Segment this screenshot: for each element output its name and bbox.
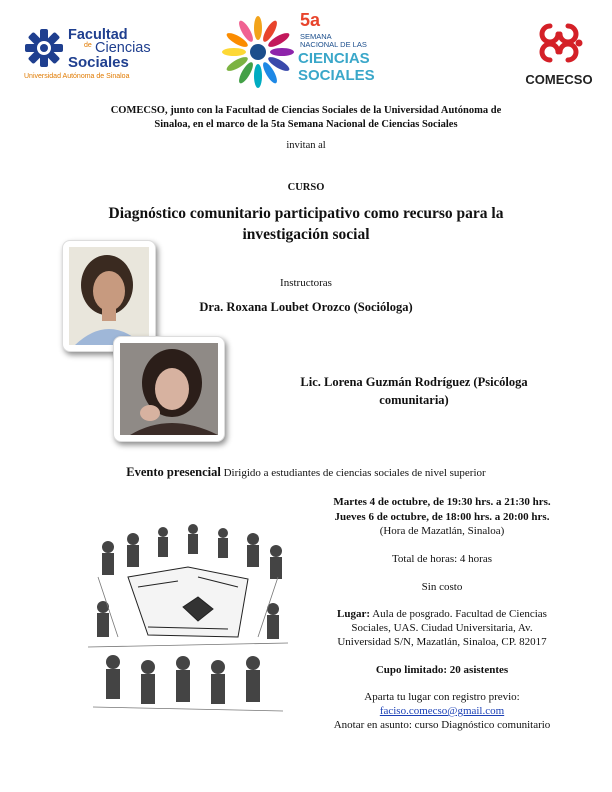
fcs-logo-university: Universidad Autónoma de Sinaloa <box>24 73 130 80</box>
comecso-wordmark: COMECSO <box>525 72 593 87</box>
date-2: Jueves 6 de octubre, de 18:00 hrs. a 20:00 hrs. <box>334 511 550 523</box>
event-line <box>0 465 612 480</box>
fcs-emblem-icon <box>24 28 64 68</box>
invitan-text: invitan al <box>286 140 326 151</box>
semana-line1: SEMANA <box>300 32 332 41</box>
portrait-1-image <box>69 247 149 345</box>
course-title-line2: investigación social <box>242 226 370 243</box>
place-line2: Sociales, UAS. Ciudad Universitaria, Av. <box>351 622 533 634</box>
register-text: Aparta tu lugar con registro previo: <box>364 691 520 703</box>
cost: Sin costo <box>421 581 463 593</box>
event-audience: Dirigido a estudiantes de ciencias sociales de nivel superior <box>223 467 486 479</box>
fcs-logo-word-sociales: Sociales <box>68 54 129 71</box>
instructors-label: Instructoras <box>280 277 332 289</box>
intro-line2: Sinaloa, en el marco de la 5ta Semana Nacional de Ciencias Sociales <box>154 119 458 130</box>
instructor-2-name-line2: comunitaria) <box>379 393 449 407</box>
place-line1 <box>300 608 584 620</box>
email-line <box>300 705 584 717</box>
event-type: Evento presencial <box>126 465 221 479</box>
capacity: Cupo limitado: 20 asistentes <box>375 664 509 676</box>
comecso-logo <box>518 16 600 92</box>
place-text1: Aula de posgrado. Facultad de Ciencias <box>372 608 547 620</box>
semana-line4: SOCIALES <box>298 67 375 84</box>
place-label: Lugar: <box>337 608 371 620</box>
total-hours: Total de horas: 4 horas <box>391 553 493 565</box>
semana-burst-icon <box>218 8 296 92</box>
date-1: Martes 4 de octubre, de 19:30 hrs. a 21:30 hrs. <box>333 496 551 508</box>
subject-note: Anotar en asunto: curso Diagnóstico comunitario <box>333 719 551 731</box>
fcs-logo-word-ciencias: Ciencias <box>95 40 151 56</box>
course-title-line1: Diagnóstico comunitario participativo como recurso para la <box>108 205 504 222</box>
semana-nacional-logo <box>218 8 393 92</box>
email-link[interactable]: faciso.comecso@gmail.com <box>379 705 505 717</box>
instructor-2-name-line1: Lic. Lorena Guzmán Rodríguez (Psicóloga <box>300 375 528 389</box>
semana-number: 5a <box>300 10 321 30</box>
semana-line2: NACIONAL DE LAS <box>300 40 367 49</box>
comecso-mark-icon <box>532 16 586 70</box>
intro-line1: COMECSO, junto con la Facultad de Ciencias Sociales de la Universidad Autónoma de <box>110 105 502 116</box>
fcs-logo-word-facultad: Facultad <box>68 27 128 43</box>
semana-line3: CIENCIAS <box>298 50 370 67</box>
instructor-1-name: Dra. Roxana Loubet Orozco (Socióloga) <box>199 300 413 314</box>
crowd-sketch-artwork <box>88 517 288 719</box>
timezone-note: (Hora de Mazatlán, Sinaloa) <box>379 525 505 537</box>
fcs-logo <box>24 26 151 82</box>
instructor-photo-2 <box>113 336 225 442</box>
course-kind: CURSO <box>287 182 325 193</box>
fcs-logo-word-de: de <box>84 42 92 49</box>
place-line3: Universidad S/N, Mazatlán, Sinaloa, CP. 82017 <box>337 636 547 648</box>
portrait-2-image <box>120 343 218 435</box>
